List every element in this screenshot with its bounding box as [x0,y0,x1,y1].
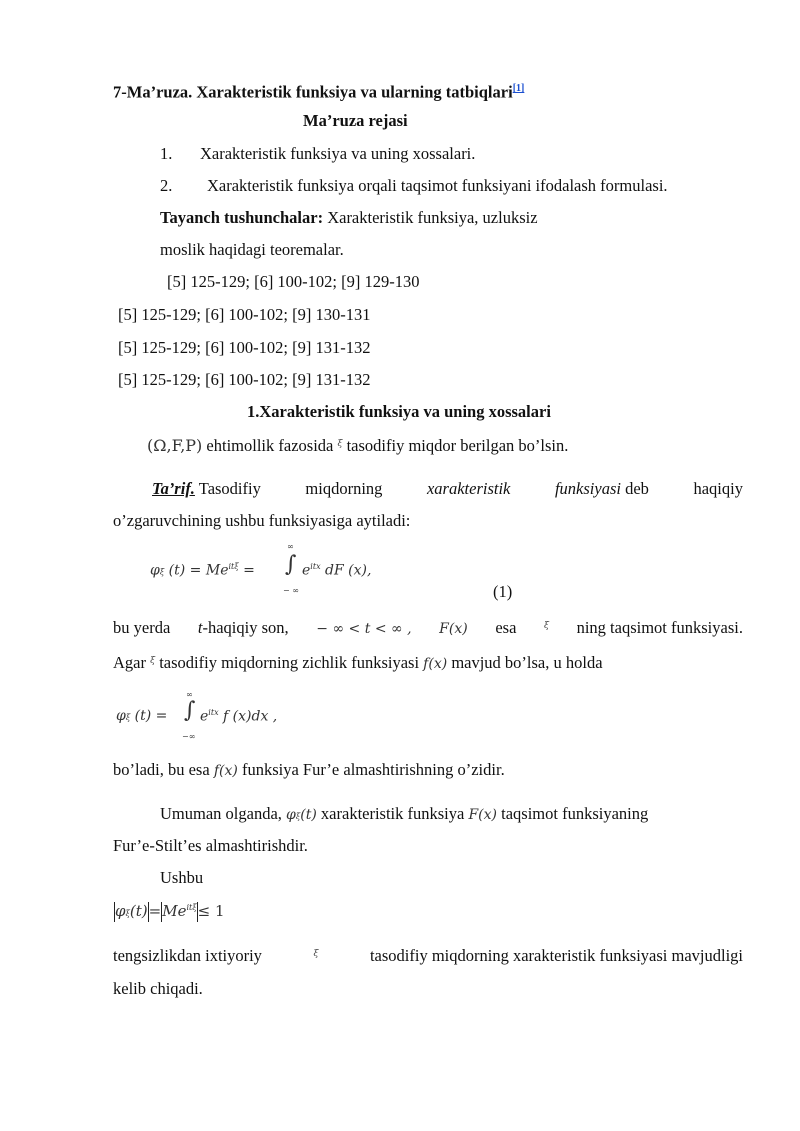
phi-t-formula: φξ(t) [286,807,317,823]
footnote-link[interactable]: [1] [512,83,525,94]
plan-heading: Ma’ruza rejasi [303,111,408,130]
plan-item-2: 2. Xarakteristik funksiya orqali taqsimot funksiyani ifodalash formulasi. [160,176,668,195]
fx-formula: f(x) [213,763,238,779]
reference-line: [5] 125-129; [6] 100-102; [9] 131-132 [118,370,371,389]
t-range-formula: − ∞ < t < ∞ , [316,621,412,637]
xi-symbol: ξ [313,949,319,959]
characteristic-function-formula: φξ $(t) = Me^{it\xi}$ = ∞ ∫ − ∞ $e^{itx}$ dF (x), [150,542,372,595]
section-heading: 1.Xarakteristik funksiya va uning xossalari [247,402,551,421]
definition-line: Ta’rif. Tasodifiy miqdorning xarakteristik funksiyasi deb haqiqiy [152,479,743,498]
keywords-line-2: moslik haqidagi teoremalar. [160,240,344,259]
keywords-line: Tayanch tushunchalar: Xarakteristik funksiya, uzluksiz [160,208,538,227]
probability-space-line: (Ω,F,P) ehtimollik fazosida ξ tasodifiy miqdor berilgan bo’lsin. [147,436,569,455]
definition-line-2: o’zgaruvchining ushbu funksiyasiga aytiladi: [113,511,411,530]
kelib-line: kelib chiqadi. [113,979,203,998]
xi-symbol: ξ [150,656,156,666]
fx-formula: f(x) [423,656,448,672]
ushbu-line: Ushbu [160,868,204,887]
equation-number: (1) [493,582,513,601]
Fx-formula: F(x) [439,621,468,637]
where-line: bu yerda t-haqiqiy son, − ∞ < t < ∞ , F(x) esa ξ ning taqsimot funksiyasi. [113,618,743,637]
reference-line: [5] 125-129; [6] 100-102; [9] 131-132 [118,338,371,357]
inequality-formula: $\varphi\xi(t)=Me^{it\xi}\le 1$ [115,902,225,920]
density-characteristic-formula: φξ (t) = ∞ ∫ −∞ $e^{itx}$ f (x)dx , [116,690,278,741]
inequality-text-line: tengsizlikdan ixtiyoriy ξ tasodifiy miqdorning xarakteristik funksiyasi mavjudligi [113,946,743,965]
lecture-title: 7-Ma’ruza. Xarakteristik funksiya va ularning tatbiqlari[1] [113,82,525,102]
omega-f-p-formula: (Ω,F,P) [147,436,203,455]
xi-symbol: ξ [337,439,343,449]
reference-line: [5] 125-129; [6] 100-102; [9] 129-130 [167,272,420,291]
plan-item-1: 1. Xarakteristik funksiya va uning xossalari. [160,144,476,163]
umuman-line: Umuman olganda, φξ(t) xarakteristik funksiya F(x) taqsimot funksiyaning [160,804,649,823]
boladi-line: bo’ladi, bu esa f(x) funksiya Fur’e almashtirishning o’zidir. [113,760,505,779]
xi-symbol: ξ [544,621,549,631]
furstilt-line: Fur’e-Stilt’es almashtirishdir. [113,836,308,855]
agar-line: Agar ξ tasodifiy miqdorning zichlik funksiyasi f(x) mavjud bo’lsa, u holda [113,653,603,672]
Fx-formula: F(x) [468,807,498,823]
reference-line: [5] 125-129; [6] 100-102; [9] 130-131 [118,305,371,324]
